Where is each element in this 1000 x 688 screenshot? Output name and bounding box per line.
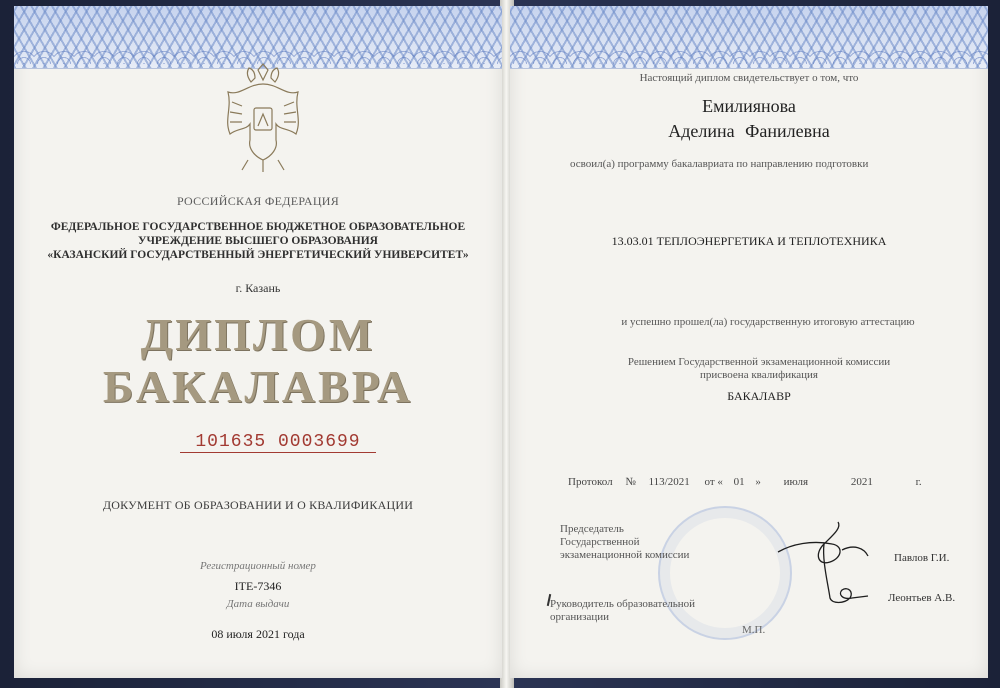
serial-number: 101635 0003699	[180, 432, 376, 453]
chair-label-line: Государственной	[560, 536, 640, 548]
country-name: РОССИЙСКАЯ ФЕДЕРАЦИЯ	[176, 194, 340, 208]
chair-name: Павлов Г.И.	[894, 552, 950, 564]
organization-name	[44, 220, 472, 262]
chair-label-line: экзаменационной комиссии	[560, 549, 690, 561]
chair-label	[560, 523, 689, 562]
head-name: Леонтьев А.В.	[888, 592, 956, 604]
organization-line: ФЕДЕРАЛЬНОЕ ГОСУДАРСТВЕННОЕ БЮДЖЕТНОЕ ОБРАЗОВАТЕЛЬНОЕ	[50, 221, 466, 233]
diploma-title-line1: ДИПЛОМ	[140, 309, 376, 360]
protocol-label: Протокол	[568, 476, 613, 488]
russian-coat-of-arms-icon	[218, 62, 308, 174]
right-page	[510, 6, 988, 678]
commission-decision-line: присвоена квалификация	[700, 369, 818, 381]
protocol-from: от «	[704, 476, 723, 488]
head-label-line: организации	[550, 611, 610, 623]
graduate-given-names: Аделина Фанилевна	[668, 121, 830, 141]
protocol-line	[568, 476, 922, 488]
organization-line: УЧРЕЖДЕНИЕ ВЫСШЕГО ОБРАЗОВАНИЯ	[138, 235, 378, 247]
study-program: 13.03.01 ТЕПЛОЭНЕРГЕТИКА И ТЕПЛОТЕХНИКА	[611, 234, 887, 248]
protocol-year-suffix: г.	[915, 476, 922, 488]
diploma-title	[14, 309, 502, 413]
diploma-title-line2: БАКАЛАВРА	[102, 361, 414, 412]
registration-number: ITE-7346	[234, 579, 282, 593]
passed-attestation-text: и успешно прошел(ла) государственную итоговую аттестацию	[621, 316, 915, 328]
qualification: БАКАЛАВР	[727, 389, 791, 403]
organization-line: «КАЗАНСКИЙ ГОСУДАРСТВЕННЫЙ ЭНЕРГЕТИЧЕСКИЙ УНИВЕРСИТЕТ»	[47, 249, 469, 261]
protocol-number-sign: №	[625, 476, 636, 488]
commission-decision	[550, 356, 968, 382]
graduate-surname: Емилиянова	[702, 96, 796, 116]
guilloche-border	[510, 6, 988, 69]
city: г. Казань	[235, 281, 281, 295]
mastered-program-text: освоил(а) программу бакалавриата по направлению подготовки	[570, 158, 869, 170]
certify-intro: Настоящий диплом свидетельствует о том, что	[639, 72, 859, 84]
issue-date-label: Дата выдачи	[226, 598, 290, 610]
guilloche-border	[14, 6, 502, 69]
stamp-place: М.П.	[742, 624, 766, 636]
handwritten-signature-icon	[772, 514, 882, 606]
document-type: ДОКУМЕНТ ОБ ОБРАЗОВАНИИ И О КВАЛИФИКАЦИИ	[102, 498, 414, 512]
head-label-line: Руководитель образовательной	[550, 598, 696, 610]
left-page	[14, 6, 502, 678]
registration-label: Регистрационный номер	[200, 560, 316, 572]
protocol-month: июля	[783, 476, 809, 488]
issue-date: 08 июля 2021 года	[211, 627, 305, 641]
protocol-year: 2021	[850, 476, 873, 488]
commission-decision-line: Решением Государственной экзаменационной комиссии	[627, 356, 891, 368]
chair-label-line: Председатель	[560, 523, 624, 535]
protocol-day: 01	[733, 476, 745, 488]
protocol-day-close: »	[755, 476, 761, 488]
protocol-number: 113/2021	[648, 476, 690, 488]
head-label	[550, 598, 695, 624]
